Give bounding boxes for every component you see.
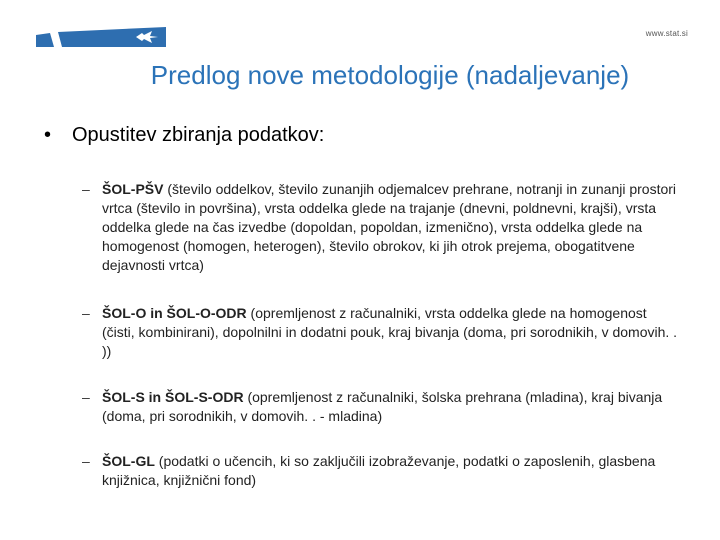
item-text: (število oddelkov, število zunanjih odjemalcev prehrane, notranji in zunanji prostori vrtca (število in površina), vrsta oddelka glede na trajanje (dnevni, poldnevni, krajši), vrsta oddelka glede na čas izvedbe (dopoldan, popoldan, izmenično), vrsta oddelka glede na homogenost (homogen, heterogen), število obrokov, ki jih otrok prejema, obogatitvene dejavnosti vrtca) — [102, 181, 677, 273]
bullet-symbol: • — [44, 124, 52, 146]
dash-symbol: – — [82, 389, 90, 405]
dash-symbol: – — [82, 181, 90, 197]
main-bullet — [44, 124, 324, 147]
list-item — [82, 304, 682, 361]
page-title: Predlog nove metodologije (nadaljevanje) — [150, 60, 630, 90]
item-text: (opremljenost z računalniki, šolska prehrana (mladina), kraj bivanja (doma, pri sorodnikih, v domovih. . - mladina) — [102, 389, 663, 424]
dash-symbol: – — [82, 453, 90, 469]
item-code: ŠOL-PŠV — [102, 181, 164, 197]
item-text: (opremljenost z računalniki, vrsta oddelka glede na homogenost (čisti, kombinirani), dopolnilni in dodatni pouk, kraj bivanja (doma, pri sorodnikih, v domovih. . )) — [102, 305, 678, 359]
stat-logo-icon — [36, 27, 166, 47]
dash-symbol: – — [82, 305, 90, 321]
item-code: ŠOL-GL — [102, 453, 155, 469]
site-url[interactable]: www.stat.si — [645, 29, 688, 38]
item-text: (podatki o učencih, ki so zaključili izobraževanje, podatki o zaposlenih, glasbena knjižnica, knjižnični fond) — [102, 453, 656, 488]
item-code: ŠOL-O in ŠOL-O-ODR — [102, 305, 247, 321]
list-item — [82, 388, 682, 426]
bullet-text: Opustitev zbiranja podatkov: — [72, 124, 325, 146]
list-item — [82, 452, 682, 490]
item-code: ŠOL-S in ŠOL-S-ODR — [102, 389, 244, 405]
list-item — [82, 180, 682, 275]
